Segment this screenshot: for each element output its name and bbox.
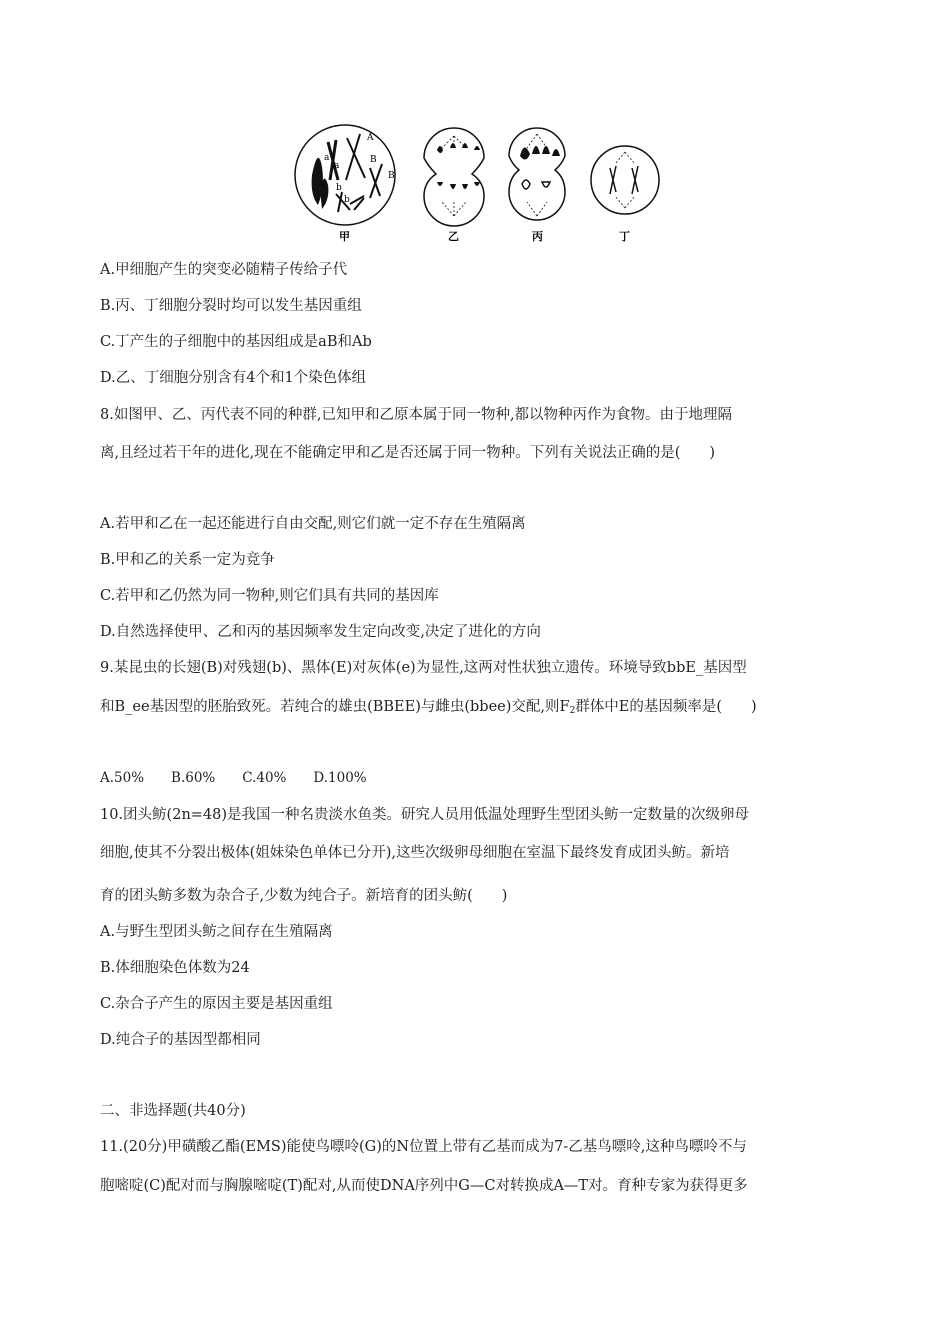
letter-A: A	[367, 133, 374, 143]
q9-stem-line2	[100, 697, 757, 721]
letter-a1: a	[324, 153, 330, 163]
q10-option-d: D.纯合子的基因型都相同	[100, 1032, 261, 1048]
q10-stem-line3: 育的团头鲂多数为杂合子,少数为纯合子。新培育的团头鲂( )	[100, 888, 508, 904]
cell-jia	[295, 125, 395, 225]
q8-option-b: B.甲和乙的关系一定为竞争	[100, 552, 275, 568]
label-ding: 丁	[619, 230, 630, 243]
q8-option-a: A.若甲和乙在一起还能进行自由交配,则它们就一定不存在生殖隔离	[100, 516, 526, 532]
letter-b2: b	[344, 195, 350, 205]
letter-B2: B	[388, 171, 395, 181]
q9-stem-line2-b: 群体中E的基因频率是( )	[575, 699, 757, 715]
cell-yi	[424, 128, 484, 226]
q10-stem-line1: 10.团头鲂(2n=48)是我国一种名贵淡水鱼类。研究人员用低温处理野生型团头鲂一定数量的次级卵母	[100, 807, 750, 823]
section-heading: 二、非选择题(共40分)	[100, 1103, 246, 1119]
letter-B1: B	[370, 155, 377, 165]
q8-stem-line2: 离,且经过若干年的进化,现在不能确定甲和乙是否还属于同一物种。下列有关说法正确的是( )	[100, 445, 716, 461]
q11-line2: 胞嘧啶(C)配对而与胸腺嘧啶(T)配对,从而使DNA序列中G—C对转换成A—T对。育种专家为获得更多	[100, 1178, 748, 1194]
q7-option-a: A.甲细胞产生的突变必随精子传给子代	[100, 262, 348, 278]
letter-b1: b	[336, 183, 342, 193]
q11-line1: 11.(20分)甲磺酸乙酯(EMS)能使鸟嘌呤(G)的N位置上带有乙基而成为7-乙基鸟嘌呤,这种鸟嘌呤不与	[100, 1139, 747, 1155]
q9-subscript: 2	[569, 706, 576, 716]
q9-options: A.50% B.60% C.40% D.100%	[100, 770, 367, 786]
cell-division-figure	[292, 120, 672, 245]
cell-bing	[509, 128, 565, 220]
q10-option-b: B.体细胞染色体数为24	[100, 960, 250, 976]
label-yi: 乙	[448, 230, 459, 243]
q7-option-b: B.丙、丁细胞分裂时均可以发生基因重组	[100, 298, 362, 314]
q9-stem-line1: 9.某昆虫的长翅(B)对残翅(b)、黑体(E)对灰体(e)为显性,这两对性状独立遗传。环境导致bbE_基因型	[100, 660, 747, 676]
q8-option-d: D.自然选择使甲、乙和丙的基因频率发生定向改变,决定了进化的方向	[100, 624, 541, 640]
letter-a2: a	[334, 161, 340, 171]
q7-option-c: C.丁产生的子细胞中的基因组成是aB和Ab	[100, 334, 372, 350]
label-bing: 丙	[532, 230, 543, 243]
cell-ding	[591, 146, 659, 214]
q9-stem-line2-a: 和B_ee基因型的胚胎致死。若纯合的雄虫(BBEE)与雌虫(bbee)交配,则F	[100, 699, 570, 715]
q10-stem-line2: 细胞,使其不分裂出极体(姐妹染色单体已分开),这些次级卵母细胞在室温下最终发育成团头鲂。新培	[100, 845, 730, 861]
q8-option-c: C.若甲和乙仍然为同一物种,则它们具有共同的基因库	[100, 588, 439, 604]
q7-option-d: D.乙、丁细胞分别含有4个和1个染色体组	[100, 370, 367, 386]
q10-option-a: A.与野生型团头鲂之间存在生殖隔离	[100, 924, 333, 940]
q10-option-c: C.杂合子产生的原因主要是基因重组	[100, 996, 333, 1012]
q8-stem-line1: 8.如图甲、乙、丙代表不同的种群,已知甲和乙原本属于同一物种,都以物种丙作为食物。由于地理隔	[100, 407, 733, 423]
label-jia: 甲	[339, 230, 350, 243]
